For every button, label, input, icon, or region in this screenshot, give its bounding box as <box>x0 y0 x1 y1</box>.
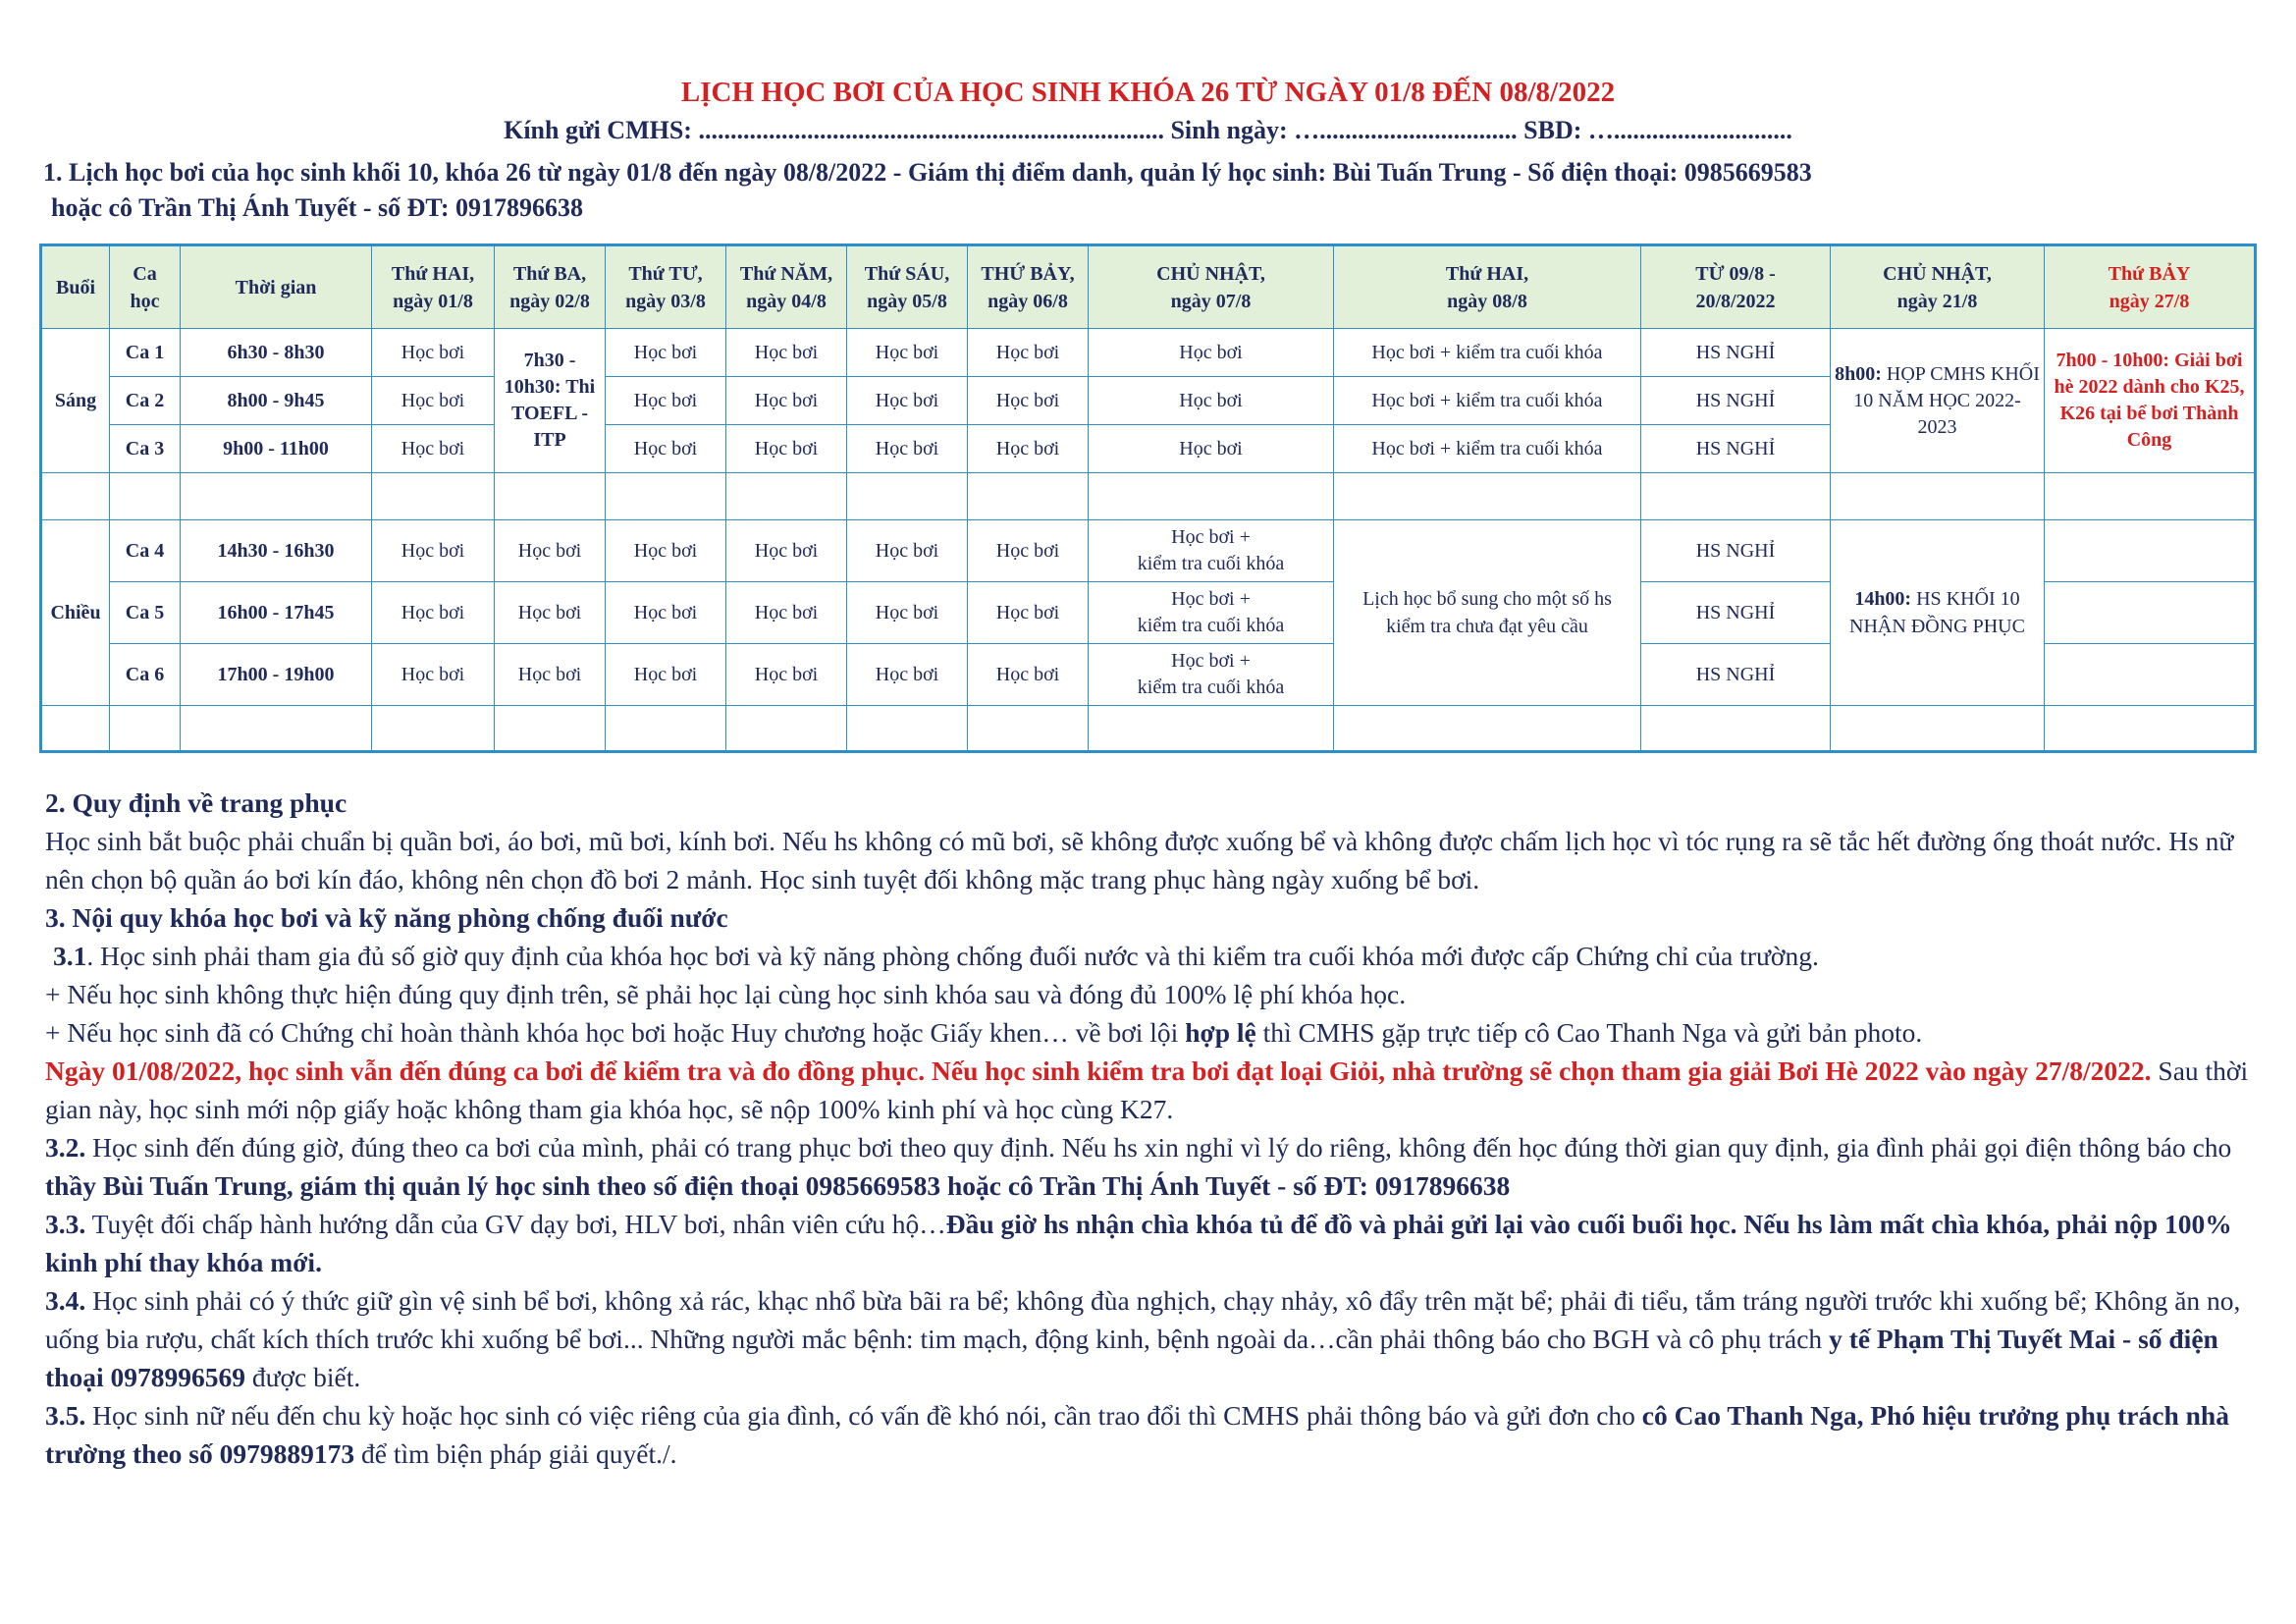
schedule-cell: Học bơi <box>726 520 847 582</box>
schedule-cell: Học bơi <box>847 520 968 582</box>
schedule-cell: Học bơi <box>606 425 726 473</box>
parent-meeting-cell: 8h00: HỌP CMHS KHỐI 10 NĂM HỌC 2022-2023 <box>1831 329 2045 473</box>
header-day-9: TỪ 09/8 - 20/8/2022 <box>1641 245 1831 329</box>
rule-3-3: 3.3. Tuyệt đối chấp hành hướng dẫn của GV dạy bơi, HLV bơi, nhân viên cứu hộ…Đầu giờ hs nhận chìa khóa tủ để đồ và phải gửi lại vào cuối buổi học. Nếu hs làm mất chìa khóa, phải nộp 100% kinh phí thay khóa mới. <box>45 1209 2232 1277</box>
time-cell: 14h30 - 16h30 <box>181 520 372 582</box>
table-row-ca1 <box>41 329 2256 377</box>
header-day-2: Thứ BA, ngày 02/8 <box>495 245 606 329</box>
intro-section <box>43 155 1812 226</box>
schedule-cell: Học bơi <box>1089 377 1334 425</box>
schedule-cell: HS NGHỈ <box>1641 582 1831 644</box>
schedule-cell: Học bơi <box>968 520 1089 582</box>
section-2-text: Học sinh bắt buộc phải chuẩn bị quần bơi, áo bơi, mũ bơi, kính bơi. Nếu hs không có mũ bơi, sẽ không được xuống bể và không được chấm lịch học vì tóc rụng ra sẽ tắc hết đường ống thoát nước. Hs nữ nên chọn bộ quần áo bơi kín đáo, không nên chọn đồ bơi 2 mảnh. Học sinh tuyệt đối không mặc trang phục hàng ngày xuống bể bơi. <box>45 826 2234 894</box>
time-cell: 16h00 - 17h45 <box>181 582 372 644</box>
schedule-cell: Học bơi <box>726 582 847 644</box>
header-day-10: CHỦ NHẬT, ngày 21/8 <box>1831 245 2045 329</box>
schedule-cell: Học bơi <box>495 582 606 644</box>
table-row-empty <box>41 473 2256 520</box>
schedule-cell: HS NGHỈ <box>1641 329 1831 377</box>
ca-label: Ca 2 <box>110 377 181 425</box>
schedule-cell: HS NGHỈ <box>1641 644 1831 706</box>
header-day-7: CHỦ NHẬT, ngày 07/8 <box>1089 245 1334 329</box>
schedule-cell: Học bơi <box>1089 329 1334 377</box>
ca-label: Ca 6 <box>110 644 181 706</box>
ca-label: Ca 4 <box>110 520 181 582</box>
schedule-cell: Học bơi <box>606 377 726 425</box>
schedule-cell: Học bơi <box>372 582 495 644</box>
table-row-ca4 <box>41 520 2256 582</box>
schedule-cell: Học bơi <box>495 520 606 582</box>
schedule-cell: Học bơi <box>847 377 968 425</box>
schedule-cell: Học bơi + kiểm tra cuối khóa <box>1089 644 1334 706</box>
schedule-cell: Học bơi <box>606 582 726 644</box>
schedule-cell: Học bơi <box>847 329 968 377</box>
rules-section <box>45 784 2264 1473</box>
schedule-cell: Học bơi <box>372 644 495 706</box>
header-day-8: Thứ HAI, ngày 08/8 <box>1334 245 1641 329</box>
schedule-cell: Học bơi + kiểm tra cuối khóa <box>1334 329 1641 377</box>
session-sang: Sáng <box>41 329 110 473</box>
ca-label: Ca 5 <box>110 582 181 644</box>
header-day-1: Thứ HAI, ngày 01/8 <box>372 245 495 329</box>
schedule-cell: Học bơi <box>968 425 1089 473</box>
schedule-cell: Học bơi <box>726 644 847 706</box>
header-day-6: THỨ BẢY, ngày 06/8 <box>968 245 1089 329</box>
time-cell: 9h00 - 11h00 <box>181 425 372 473</box>
time-cell: 17h00 - 19h00 <box>181 644 372 706</box>
toefl-cell: 7h30 - 10h30: Thi TOEFL - ITP <box>495 329 606 473</box>
schedule-cell: HS NGHỈ <box>1641 377 1831 425</box>
header-day-4: Thứ NĂM, ngày 04/8 <box>726 245 847 329</box>
document-title: LỊCH HỌC BƠI CỦA HỌC SINH KHÓA 26 TỪ NGÀY 01/8 ĐẾN 08/8/2022 <box>680 77 1616 108</box>
schedule-cell: Học bơi <box>372 425 495 473</box>
schedule-cell: Học bơi <box>847 582 968 644</box>
header-day-11: Thứ BẢY ngày 27/8 <box>2045 245 2256 329</box>
schedule-cell: Học bơi <box>968 644 1089 706</box>
time-cell: 8h00 - 9h45 <box>181 377 372 425</box>
table-row-empty <box>41 706 2256 752</box>
schedule-cell: Học bơi <box>847 644 968 706</box>
header-row <box>41 245 2256 329</box>
schedule-cell: HS NGHỈ <box>1641 520 1831 582</box>
schedule-cell: Học bơi <box>606 329 726 377</box>
rule-3-1-plus-1: + Nếu học sinh không thực hiện đúng quy định trên, sẽ phải học lại cùng học sinh khóa sau và đóng đủ 100% lệ phí khóa học. <box>45 979 1407 1009</box>
section-3-title: 3. Nội quy khóa học bơi và kỹ năng phòng chống đuối nước <box>45 902 728 933</box>
rule-3-4: 3.4. Học sinh phải có ý thức giữ gìn vệ sinh bể bơi, không xả rác, khạc nhổ bừa bãi ra bể; không đùa nghịch, chạy nhảy, xô đẩy trên mặt bể; phải đi tiểu, tắm tráng người trước khi xuống bể; Không ăn no, uống bia rượu, chất kích thích trước khi xuống bể bơi... Những người mắc bệnh: tim mạch, động kinh, bệnh ngoài da…cần phải thông báo cho BGH và cô phụ trách y tế Phạm Thị Tuyết Mai - số điện thoại 0978996569 được biết. <box>45 1285 2241 1392</box>
schedule-cell: Học bơi <box>726 377 847 425</box>
schedule-cell: HS NGHỈ <box>1641 425 1831 473</box>
schedule-cell: Học bơi + kiểm tra cuối khóa <box>1334 377 1641 425</box>
schedule-cell: Học bơi <box>726 329 847 377</box>
uniform-cell: 14h00: HS KHỐI 10 NHẬN ĐỒNG PHỤC <box>1831 520 2045 706</box>
header-thoigian: Thời gian <box>181 245 372 329</box>
time-cell: 6h30 - 8h30 <box>181 329 372 377</box>
schedule-cell: Học bơi <box>372 329 495 377</box>
schedule-cell: Học bơi <box>372 377 495 425</box>
schedule-cell: Học bơi <box>606 520 726 582</box>
section-2-title: 2. Quy định về trang phục <box>45 787 347 818</box>
schedule-cell: Học bơi <box>606 644 726 706</box>
makeup-cell: Lịch học bổ sung cho một số hs kiểm tra chưa đạt yêu cầu <box>1334 520 1641 706</box>
schedule-cell: Học bơi <box>372 520 495 582</box>
ca-label: Ca 3 <box>110 425 181 473</box>
schedule-cell: Học bơi <box>968 582 1089 644</box>
schedule-cell: Học bơi <box>968 377 1089 425</box>
header-day-5: Thứ SÁU, ngày 05/8 <box>847 245 968 329</box>
schedule-cell: Học bơi <box>726 425 847 473</box>
rule-3-1: 3.1. Học sinh phải tham gia đủ số giờ quy định của khóa học bơi và kỹ năng phòng chống đuối nước và thi kiểm tra cuối khóa mới được cấp Chứng chỉ của trường. <box>53 941 1819 971</box>
schedule-cell: Học bơi <box>495 644 606 706</box>
header-day-3: Thứ TƯ, ngày 03/8 <box>606 245 726 329</box>
header-buoi: Buổi <box>41 245 110 329</box>
schedule-table <box>39 244 2257 753</box>
rule-3-2: 3.2. Học sinh đến đúng giờ, đúng theo ca bơi của mình, phải có trang phục bơi theo quy định. Nếu hs xin nghỉ vì lý do riêng, không đến học đúng thời gian quy định, gia đình phải gọi điện thông báo cho thầy Bùi Tuấn Trung, giám thị quản lý học sinh theo số điện thoại 0985669583 hoặc cô Trần Thị Ánh Tuyết - số ĐT: 0917896638 <box>45 1132 2232 1201</box>
schedule-cell: Học bơi + kiểm tra cuối khóa <box>1089 520 1334 582</box>
competition-cell: 7h00 - 10h00: Giải bơi hè 2022 dành cho K25, K26 tại bể bơi Thành Công <box>2045 329 2256 473</box>
schedule-cell: Học bơi + kiểm tra cuối khóa <box>1089 582 1334 644</box>
ca-label: Ca 1 <box>110 329 181 377</box>
intro-line-2: hoặc cô Trần Thị Ánh Tuyết - số ĐT: 0917896638 <box>51 193 584 222</box>
rule-3-1-plus-2: + Nếu học sinh đã có Chứng chỉ hoàn thành khóa học bơi hoặc Huy chương hoặc Giấy khen… về bơi lội hợp lệ thì CMHS gặp trực tiếp cô Cao Thanh Nga và gửi bản photo. <box>45 1017 1923 1048</box>
greeting-line: Kính gửi CMHS: ......................................................................... Sinh ngày: …............................... SBD: …............................ <box>504 116 1792 144</box>
header-ca: Ca học <box>110 245 181 329</box>
schedule-cell: Học bơi <box>968 329 1089 377</box>
red-note: Ngày 01/08/2022, học sinh vẫn đến đúng ca bơi để kiểm tra và đo đồng phục. Nếu học sinh kiểm tra bơi đạt loại Giỏi, nhà trường sẽ chọn tham gia giải Bơi Hè 2022 vào ngày 27/8/2022. Sau thời gian này, học sinh mới nộp giấy hoặc không tham gia khóa học, sẽ nộp 100% kinh phí và học cùng K27. <box>45 1056 2249 1124</box>
rule-3-5: 3.5. Học sinh nữ nếu đến chu kỳ hoặc học sinh có việc riêng của gia đình, có vấn đề khó nói, cần trao đổi thì CMHS phải thông báo và gửi đơn cho cô Cao Thanh Nga, Phó hiệu trưởng phụ trách nhà trường theo số 0979889173 để tìm biện pháp giải quyết./. <box>45 1400 2229 1469</box>
schedule-cell: Học bơi <box>1089 425 1334 473</box>
intro-line-1: 1. Lịch học bơi của học sinh khối 10, khóa 26 từ ngày 01/8 đến ngày 08/8/2022 - Giám thị điểm danh, quản lý học sinh: Bùi Tuấn Trung - Số điện thoại: 0985669583 <box>43 158 1812 187</box>
schedule-cell: Học bơi + kiểm tra cuối khóa <box>1334 425 1641 473</box>
session-chieu: Chiều <box>41 520 110 706</box>
schedule-cell: Học bơi <box>847 425 968 473</box>
